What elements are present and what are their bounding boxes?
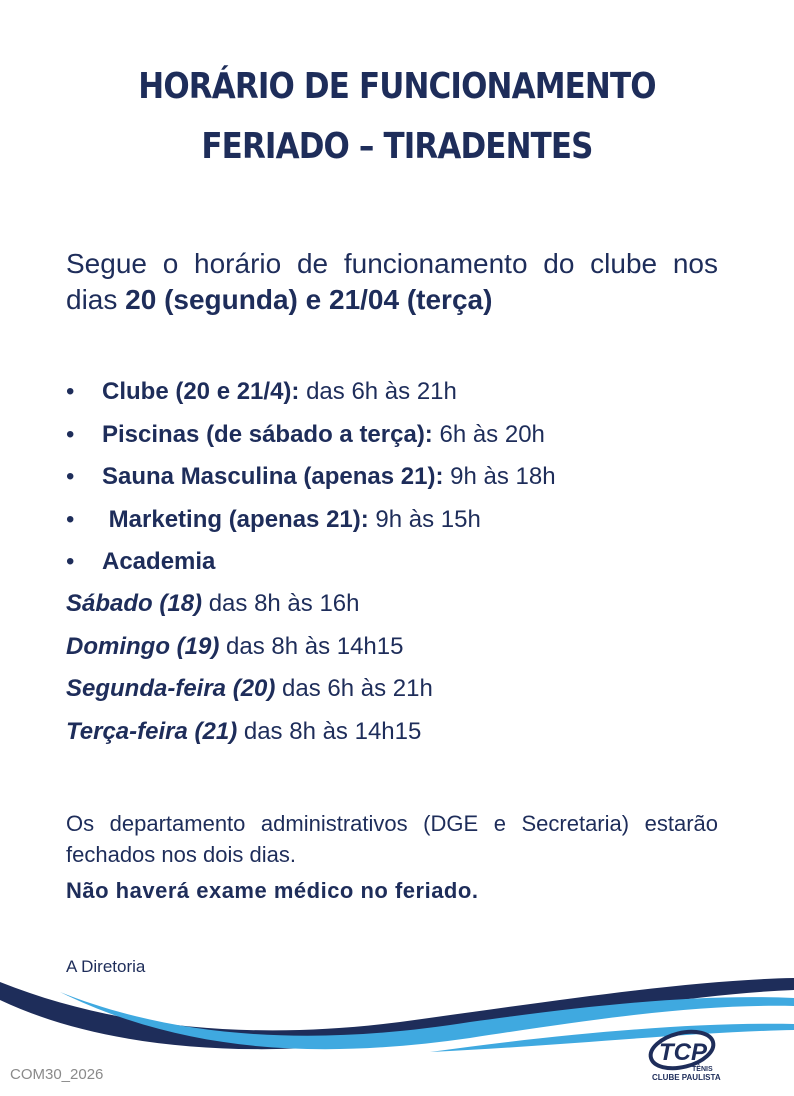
day-hours: das 8h às 16h <box>202 590 360 617</box>
intro-dates: 20 (segunda) e 21/04 (terça) <box>125 284 493 315</box>
day-row <box>66 586 433 629</box>
list-item <box>66 459 556 502</box>
item-value: 9h às 18h <box>443 463 556 490</box>
day-label: Domingo (19) <box>66 632 220 660</box>
club-logo <box>644 1024 724 1084</box>
day-hours: das 8h às 14h15 <box>219 632 404 660</box>
item-label: Piscinas (de sábado a terça): <box>102 420 433 448</box>
bullet-icon: • <box>66 463 75 490</box>
intro-text: Segue o horário de funcionamento do clube nos dias <box>66 248 718 315</box>
item-label: Sauna Masculina (apenas 21): <box>102 463 444 490</box>
day-hours: das 8h às 14h15 <box>237 717 422 745</box>
list-item <box>66 544 556 587</box>
list-item <box>66 417 556 460</box>
bullet-icon: • <box>66 548 75 575</box>
intro-paragraph <box>66 246 718 318</box>
logo-line-1: TÊNIS <box>692 1066 713 1073</box>
day-label: Segunda-feira (20) <box>66 675 276 702</box>
medical-exam-warning: Não haverá exame médico no feriado. <box>66 878 479 903</box>
item-label: Academia <box>102 548 216 575</box>
admin-note: Os departamento administrativos (DGE e Secretaria) estarão fechados nos dois dias. <box>66 811 718 867</box>
day-label: Terça-feira (21) <box>66 717 238 745</box>
title-line-1: HORÁRIO DE FUNCIONAMENTO <box>138 66 656 107</box>
list-item <box>66 374 556 417</box>
bullet-icon: • <box>66 505 75 533</box>
title-line-2: FERIADO – TIRADENTES <box>201 126 593 167</box>
day-hours: das 6h às 21h <box>275 675 433 702</box>
academia-schedule <box>66 586 433 756</box>
item-label: Marketing (apenas 21): <box>102 505 369 533</box>
item-value: 9h às 15h <box>368 505 481 533</box>
day-label: Sábado (18) <box>66 590 203 617</box>
logo-line-2: CLUBE PAULISTA <box>652 1073 721 1082</box>
bullet-icon: • <box>66 420 75 448</box>
list-item <box>66 502 556 545</box>
logo-mark: TCP <box>659 1039 707 1066</box>
item-value: das 6h às 21h <box>299 378 457 405</box>
signature: A Diretoria <box>66 957 146 976</box>
day-row <box>66 629 433 672</box>
schedule-list <box>66 374 556 587</box>
day-row <box>66 714 433 757</box>
item-label: Clube (20 e 21/4): <box>102 378 300 405</box>
day-row <box>66 671 433 714</box>
document-code: COM30_2026 <box>10 1066 104 1083</box>
bullet-icon: • <box>66 378 75 405</box>
item-value: 6h às 20h <box>432 420 545 448</box>
